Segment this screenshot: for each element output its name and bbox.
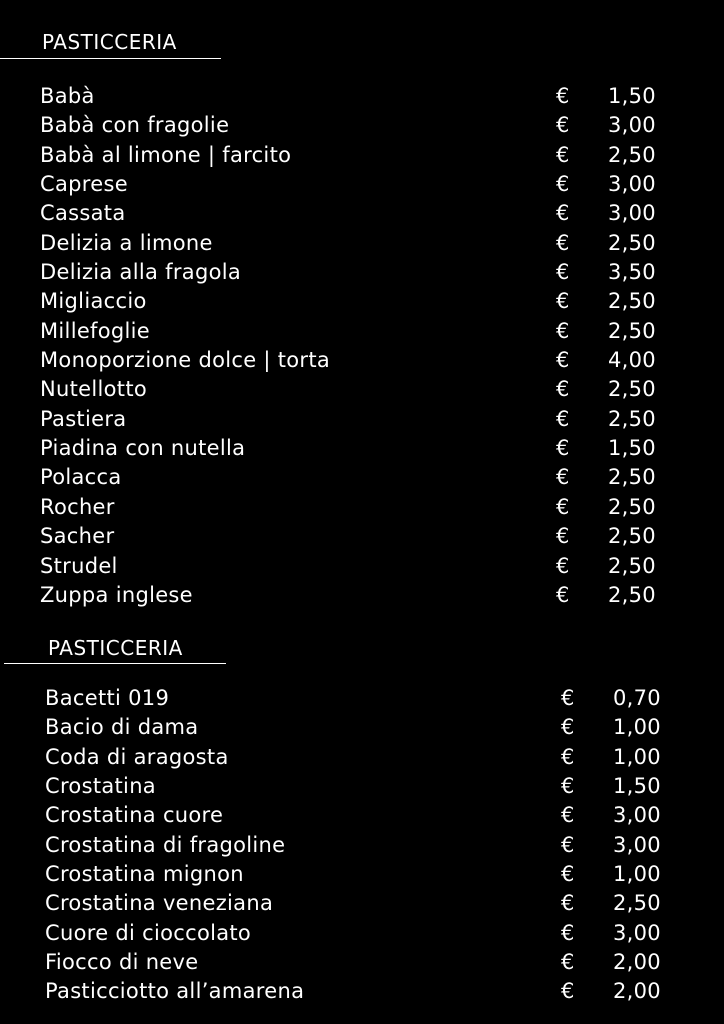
item-name: Delizia alla fragola: [40, 260, 242, 285]
item-name: Cuore di cioccolato: [45, 920, 252, 945]
item-name: Bacio di dama: [45, 715, 199, 740]
item-name: Migliaccio: [40, 289, 147, 314]
currency-symbol: €: [556, 113, 570, 138]
item-price: 1,50: [608, 84, 656, 108]
currency-symbol: €: [556, 494, 570, 519]
currency-symbol: €: [556, 348, 570, 373]
section-divider: [0, 58, 221, 59]
menu-item: [45, 889, 685, 918]
currency-symbol: €: [556, 201, 570, 226]
menu-list: [40, 82, 680, 610]
item-price: 3,50: [608, 260, 656, 285]
menu-item: [40, 522, 680, 551]
currency-symbol: €: [561, 686, 575, 710]
menu-item: [45, 713, 685, 742]
currency-symbol: €: [561, 832, 575, 857]
item-name: Crostatina veneziana: [45, 891, 274, 916]
item-price: 2,50: [608, 582, 656, 607]
item-name: Cassata: [40, 201, 126, 226]
menu-item: [40, 82, 680, 111]
item-name: Sacher: [40, 524, 115, 549]
menu-item: [40, 258, 680, 287]
currency-symbol: €: [556, 84, 570, 108]
menu-item: [40, 199, 680, 228]
item-price: 4,00: [608, 348, 656, 373]
currency-symbol: €: [556, 260, 570, 285]
item-price: 1,00: [613, 715, 661, 740]
item-price: 2,50: [608, 318, 656, 343]
menu-item: [40, 463, 680, 492]
item-name: Nutellotto: [40, 377, 148, 402]
currency-symbol: €: [556, 318, 570, 343]
item-price: 2,50: [608, 553, 656, 578]
item-name: Crostatina di fragoline: [45, 832, 286, 857]
item-name: Bacetti 019: [45, 686, 170, 710]
item-price: 3,00: [608, 172, 656, 197]
item-name: Babà al limone | farcito: [40, 142, 292, 167]
item-name: Crostatina mignon: [45, 862, 244, 887]
item-price: 2,50: [608, 494, 656, 519]
section-title: PASTICCERIA: [42, 30, 177, 54]
menu-item: [40, 170, 680, 199]
menu-item: [40, 581, 680, 610]
menu-item: [40, 111, 680, 140]
item-price: 2,50: [608, 289, 656, 314]
currency-symbol: €: [556, 436, 570, 461]
currency-symbol: €: [561, 950, 575, 975]
menu-item: [45, 860, 685, 889]
item-price: 1,00: [613, 862, 661, 887]
item-price: 0,70: [613, 686, 661, 710]
item-price: 3,00: [613, 803, 661, 828]
currency-symbol: €: [556, 230, 570, 255]
currency-symbol: €: [556, 289, 570, 314]
menu-item: [45, 743, 685, 772]
currency-symbol: €: [561, 979, 575, 1004]
currency-symbol: €: [556, 524, 570, 549]
menu-item: [40, 434, 680, 463]
menu-item: [40, 287, 680, 316]
item-name: Pastiera: [40, 406, 127, 431]
menu-item: [40, 346, 680, 375]
menu-item: [45, 831, 685, 860]
item-name: Coda di aragosta: [45, 744, 229, 769]
item-name: Babà: [40, 84, 95, 108]
item-price: 2,50: [608, 377, 656, 402]
menu-item: [40, 229, 680, 258]
item-name: Pasticciotto all’amarena: [45, 979, 305, 1004]
menu-item: [45, 977, 685, 1006]
item-price: 2,50: [608, 142, 656, 167]
item-price: 1,50: [608, 436, 656, 461]
currency-symbol: €: [556, 142, 570, 167]
item-price: 3,00: [613, 920, 661, 945]
menu-list: [45, 684, 685, 1007]
section-title: PASTICCERIA: [48, 636, 183, 660]
currency-symbol: €: [556, 582, 570, 607]
item-name: Crostatina: [45, 774, 156, 799]
menu-item: [40, 375, 680, 404]
menu-item: [45, 948, 685, 977]
menu-item: [45, 772, 685, 801]
item-name: Zuppa inglese: [40, 582, 193, 607]
item-price: 2,00: [613, 950, 661, 975]
item-price: 2,50: [608, 465, 656, 490]
currency-symbol: €: [556, 465, 570, 490]
item-price: 1,50: [613, 774, 661, 799]
item-price: 1,00: [613, 744, 661, 769]
currency-symbol: €: [556, 172, 570, 197]
item-price: 2,50: [608, 230, 656, 255]
menu-item: [45, 801, 685, 830]
currency-symbol: €: [561, 862, 575, 887]
currency-symbol: €: [561, 891, 575, 916]
item-name: Crostatina cuore: [45, 803, 224, 828]
currency-symbol: €: [556, 553, 570, 578]
currency-symbol: €: [556, 406, 570, 431]
item-price: 2,00: [613, 979, 661, 1004]
currency-symbol: €: [561, 774, 575, 799]
menu-item: [45, 684, 685, 713]
item-price: 3,00: [613, 832, 661, 857]
currency-symbol: €: [561, 744, 575, 769]
item-name: Millefoglie: [40, 318, 151, 343]
item-name: Polacca: [40, 465, 122, 490]
menu-item: [40, 552, 680, 581]
item-name: Delizia a limone: [40, 230, 213, 255]
item-name: Monoporzione dolce | torta: [40, 348, 331, 373]
currency-symbol: €: [561, 920, 575, 945]
item-price: 2,50: [608, 524, 656, 549]
item-price: 2,50: [613, 891, 661, 916]
currency-symbol: €: [561, 715, 575, 740]
menu-item: [40, 493, 680, 522]
menu-item: [40, 405, 680, 434]
item-name: Babà con fragolie: [40, 113, 230, 138]
item-name: Piadina con nutella: [40, 436, 246, 461]
item-price: 2,50: [608, 406, 656, 431]
menu-item: [40, 317, 680, 346]
currency-symbol: €: [561, 803, 575, 828]
section-divider: [4, 663, 226, 664]
item-price: 3,00: [608, 113, 656, 138]
currency-symbol: €: [556, 377, 570, 402]
item-name: Caprese: [40, 172, 128, 197]
item-name: Strudel: [40, 553, 118, 578]
item-name: Fiocco di neve: [45, 950, 199, 975]
menu-item: [40, 141, 680, 170]
menu-item: [45, 919, 685, 948]
item-price: 3,00: [608, 201, 656, 226]
item-name: Rocher: [40, 494, 115, 519]
